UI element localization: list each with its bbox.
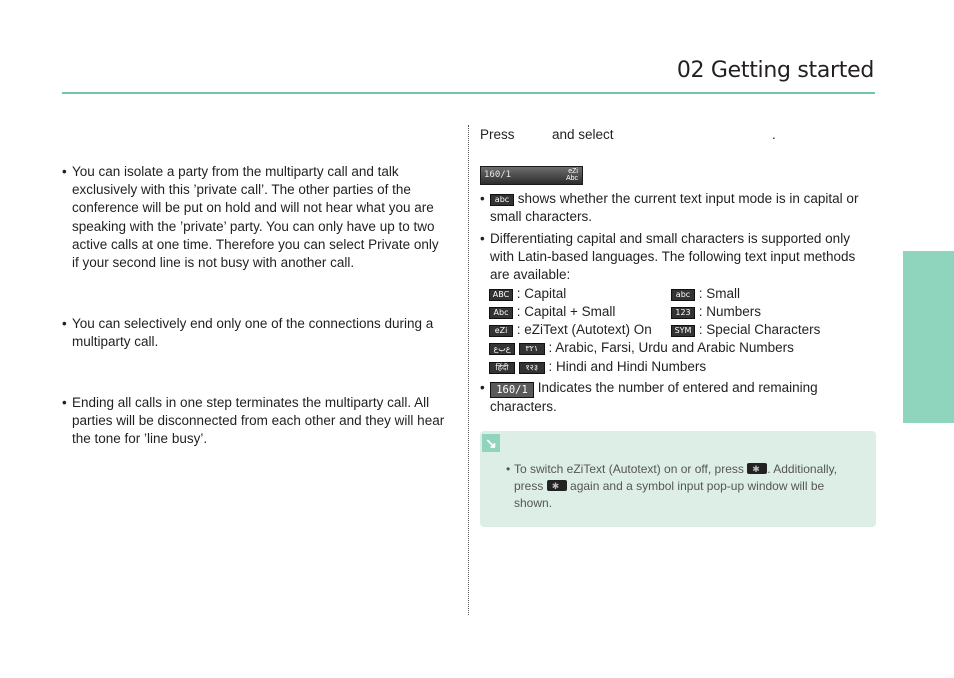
and-select-text: and select xyxy=(552,127,614,142)
small-mode-icon: abc xyxy=(671,289,695,301)
column-divider xyxy=(468,125,469,615)
display-mode-top: eZi xyxy=(568,168,578,175)
bullet-end-all: • Ending all calls in one step terminates the multiparty call. All parties will be disconnected from each other and they will hear the tone for ’line busy’. xyxy=(62,395,445,447)
numbers-mode-icon: 123 xyxy=(671,307,695,319)
bullet-end-one: • You can selectively end only one of the connections during a multiparty call. xyxy=(62,316,434,350)
page-title: 02 Getting started xyxy=(676,58,874,83)
display-counter: 160/1 xyxy=(484,170,512,180)
bullet-end-all-text: Ending all calls in one step terminates the multiparty call. All parties will be disconnected from each other and they will hear the tone for ’line busy’. xyxy=(72,395,445,447)
note-text-1: To switch eZiText (Autotext) on or off, press xyxy=(514,462,744,476)
note-text: • To switch eZiText (Autotext) on or off, press ✱ . Additionally, press ✱ again and a symbol input pop-up window will be shown. xyxy=(506,461,846,512)
method-ezitext-label: : eZiText (Autotext) On xyxy=(516,322,652,337)
method-numbers xyxy=(671,303,761,321)
press-period: . xyxy=(772,127,776,142)
ezitext-mode-icon: eZi xyxy=(489,325,513,337)
method-symbols-label: : Special Characters xyxy=(698,322,821,337)
display-mode xyxy=(566,168,578,182)
bullet-char-count: • 160/1 Indicates the number of entered and remaining characters. xyxy=(480,380,818,414)
text-input-display-bar xyxy=(480,166,583,185)
star-key-icon xyxy=(547,480,567,491)
method-arabic xyxy=(489,339,794,357)
capital-mode-icon: ABC xyxy=(489,289,513,301)
bullet-diff-text: Differentiating capital and small characters is supported only with Latin-based languages. The following text input methods are available: xyxy=(490,231,856,283)
note-arrow-icon: ↘ xyxy=(482,434,500,452)
note-text-2: . Additionally, press xyxy=(514,462,838,493)
bullet-private-call-text: You can isolate a party from the multiparty call and talk exclusively with this ’private call’. The other parties of the conference will be put on hold and will not hear what you are speaking with the ’private’ party. You can only have up to two active calls at one time. Therefore you can select Private only if your second line is not busy with another call. xyxy=(72,164,439,271)
method-small xyxy=(671,285,740,303)
arabic-numbers-icon: ٣٢١ xyxy=(519,343,545,355)
note-box xyxy=(480,431,876,527)
method-symbols xyxy=(671,321,820,339)
title-rule xyxy=(62,92,875,94)
display-mode-bottom: Abc xyxy=(565,175,578,182)
note-text-3: again and a symbol input pop-up window will be shown. xyxy=(514,479,825,510)
star-key-icon xyxy=(747,463,767,474)
bullet-case-mode: • abc shows whether the current text input mode is in capital or small characters. xyxy=(480,191,859,225)
symbol-mode-icon: SYM xyxy=(671,325,695,337)
small-mode-icon: abc xyxy=(490,194,514,206)
method-ezitext xyxy=(489,321,652,339)
bullet-count-text: Indicates the number of entered and remaining characters. xyxy=(490,380,818,414)
char-counter-icon: 160/1 xyxy=(490,382,534,398)
capital-small-mode-icon: Abc xyxy=(489,307,513,319)
method-numbers-label: : Numbers xyxy=(698,304,762,319)
method-capital-label: : Capital xyxy=(516,286,567,301)
method-arabic-label: : Arabic, Farsi, Urdu and Arabic Numbers xyxy=(548,340,794,355)
method-small-label: : Small xyxy=(698,286,741,301)
hindi-mode-icon: हिंदी xyxy=(489,362,515,374)
method-capital-small xyxy=(489,303,615,321)
section-side-tab xyxy=(903,251,954,423)
bullet-end-one-text: You can selectively end only one of the connections during a multiparty call. xyxy=(72,316,434,350)
arabic-mode-icon: ﻉﺏﻉ xyxy=(489,343,515,355)
input-methods-list xyxy=(480,285,872,377)
method-capital xyxy=(489,285,566,303)
bullet-differentiating: • Differentiating capital and small characters is supported only with Latin-based languages. The following text input methods are available: xyxy=(480,231,856,283)
bullet-private-call: • You can isolate a party from the multiparty call and talk exclusively with this ’private call’. The other parties of the conference will be put on hold and will not hear what you are speaking with the ’private’ party. You can only have up to two active calls at one time. Therefore you can select Private only if your second line is not busy with another call. xyxy=(62,164,439,271)
method-hindi xyxy=(489,358,706,376)
method-hindi-label: : Hindi and Hindi Numbers xyxy=(548,359,707,374)
method-capital-small-label: : Capital + Small xyxy=(516,304,616,319)
press-text: Press xyxy=(480,127,515,142)
hindi-numbers-icon: १२३ xyxy=(519,362,545,374)
bullet-case-text: shows whether the current text input mode is in capital or small characters. xyxy=(490,191,859,225)
